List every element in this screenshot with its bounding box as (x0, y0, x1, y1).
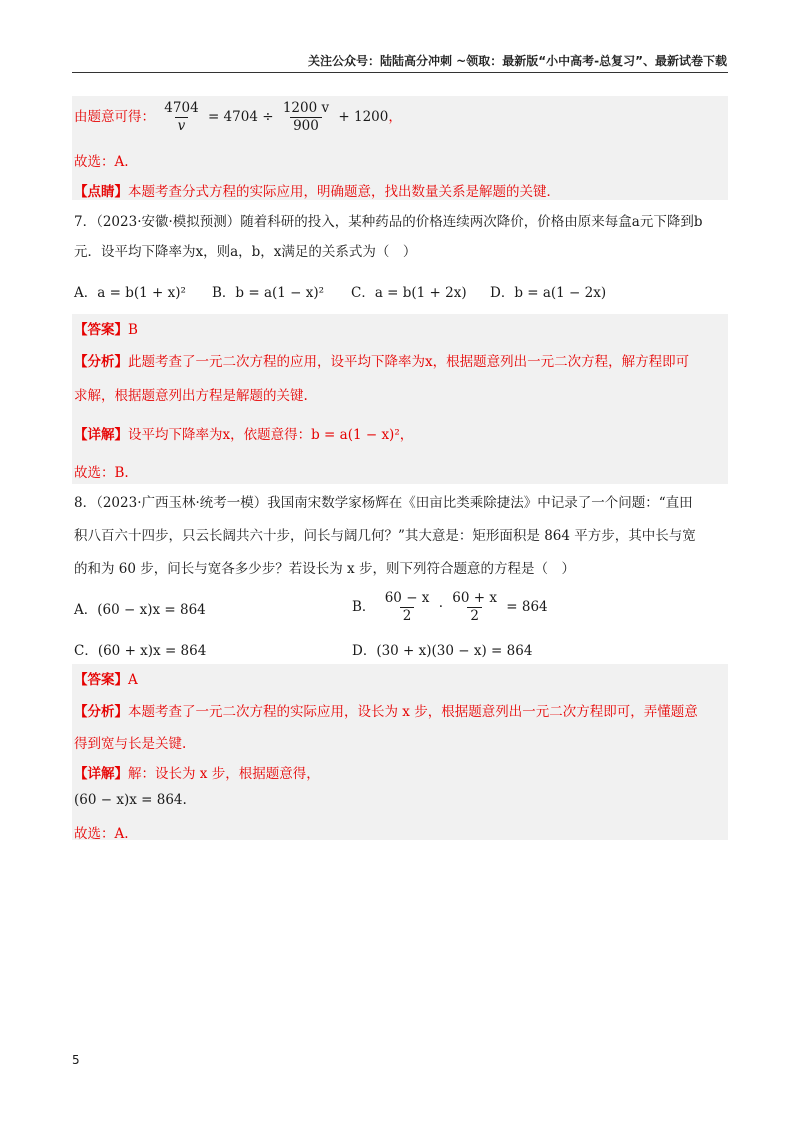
page-header: 关注公众号：陆陆高分冲刺 ~领取：最新版“小中高考-总复习”、最新试卷下载 (308, 54, 727, 68)
q7-option-d: D．b = a(1 − 2x) (490, 285, 607, 301)
q7-choice: 故选：B. (74, 465, 129, 481)
analysis-tag: 【分析】 (74, 704, 128, 720)
q8-analysis-2: 得到宽与长是关键. (74, 736, 187, 752)
prev-note (74, 180, 560, 200)
note-text: 本题考查分式方程的实际应用，明确题意，找出数量关系是解题的关键． (128, 184, 560, 200)
analysis-text: 此题考查了一元二次方程的应用，设平均下降率为x，根据题意列出一元二次方程，解方程即可 (128, 354, 690, 370)
fraction-60-plus-x-over-2: $\frac{60 + x}{2}$ (452, 590, 497, 624)
q7-option-a: A．a = b(1 + x)² (74, 285, 186, 301)
q8-option-d: D．(30 + x)(30 − x) = 864 (352, 643, 533, 659)
q7-detail (74, 423, 413, 443)
q7-analysis-2: 求解，根据题意列出方程是解题的关键. (74, 388, 308, 404)
q8-choice: 故选：A. (74, 826, 129, 842)
q7-analysis-1 (74, 350, 689, 370)
q8-option-a: A．(60 − x)x = 864 (74, 602, 206, 618)
prev-lead: 由题意可得： (74, 108, 155, 125)
q8-answer (74, 668, 138, 688)
q7-line2: 元．设平均下降率为x，则a，b，x满足的关系式为（ ） (74, 244, 417, 260)
q8-option-c: C．(60 + x)x = 864 (74, 643, 207, 659)
q7-option-c: C．a = b(1 + 2x) (351, 285, 467, 301)
fraction-1200v-over-900: $\frac{1200 v}{900}$ (282, 100, 330, 134)
analysis-tag: 【分析】 (74, 354, 128, 370)
header-rule (72, 72, 728, 73)
fraction-60-minus-x-over-2: $\frac{60 - x}{2}$ (384, 590, 430, 624)
option-b-lead: B． (352, 598, 376, 615)
q8-equation: (60 − x)x = 864. (74, 792, 187, 808)
eq-mid: = 4704 ÷ (207, 108, 274, 125)
page-number: 5 (72, 1053, 80, 1067)
analysis-text: 本题考查了一元二次方程的实际应用，设长为 x 步，根据题意列出一元二次方程即可，弄懂题意 (128, 704, 698, 720)
detail-tag: 【详解】 (74, 427, 128, 443)
detail-text: 设平均下降率为x，依题意得：b = a(1 − x)²， (128, 427, 414, 443)
q8-line2: 积八百六十四步，只云长阔共六十步，问长与阔几何？”其大意是：矩形面积是 864 平方步，其中长与宽 (74, 528, 696, 544)
fraction-4704-over-v: $\frac{4704}{v}$ (164, 100, 199, 134)
eq-end: ， (388, 108, 402, 125)
q7-line1: 7．（2023·安徽·模拟预测）随着科研的投入，某种药品的价格连续两次降价，价格由原来每盒a元下降到b (74, 214, 703, 230)
q8-line3: 的和为 60 步，问长与宽各多少步？若设长为 x 步，则下列符合题意的方程是（ ） (74, 561, 575, 577)
prev-choice: 故选：A. (74, 154, 129, 170)
answer-tag: 【答案】 (74, 322, 128, 338)
detail-tag: 【详解】 (74, 766, 128, 782)
answer-value: B (128, 322, 138, 338)
q8-option-b (352, 590, 548, 625)
answer-tag: 【答案】 (74, 672, 128, 688)
q8-solution-block (72, 664, 728, 840)
detail-text: 解：设长为 x 步，根据题意得， (128, 766, 320, 782)
option-b-tail: = 864 (506, 598, 548, 615)
q8-line1: 8．（2023·广西玉林·统考一模）我国南宋数学家杨辉在《田亩比类乘除捷法》中记录了一个问题：“直田 (74, 495, 693, 511)
q7-answer (74, 318, 138, 338)
answer-value: A (128, 672, 138, 688)
q8-detail (74, 762, 320, 782)
multiply-dot: · (438, 598, 443, 615)
eq-tail: + 1200 (338, 108, 389, 125)
q7-option-b: B．b = a(1 − x)² (212, 285, 325, 301)
prev-equation-line (74, 100, 402, 135)
note-tag: 【点睛】 (74, 184, 128, 200)
q8-analysis-1 (74, 700, 698, 720)
